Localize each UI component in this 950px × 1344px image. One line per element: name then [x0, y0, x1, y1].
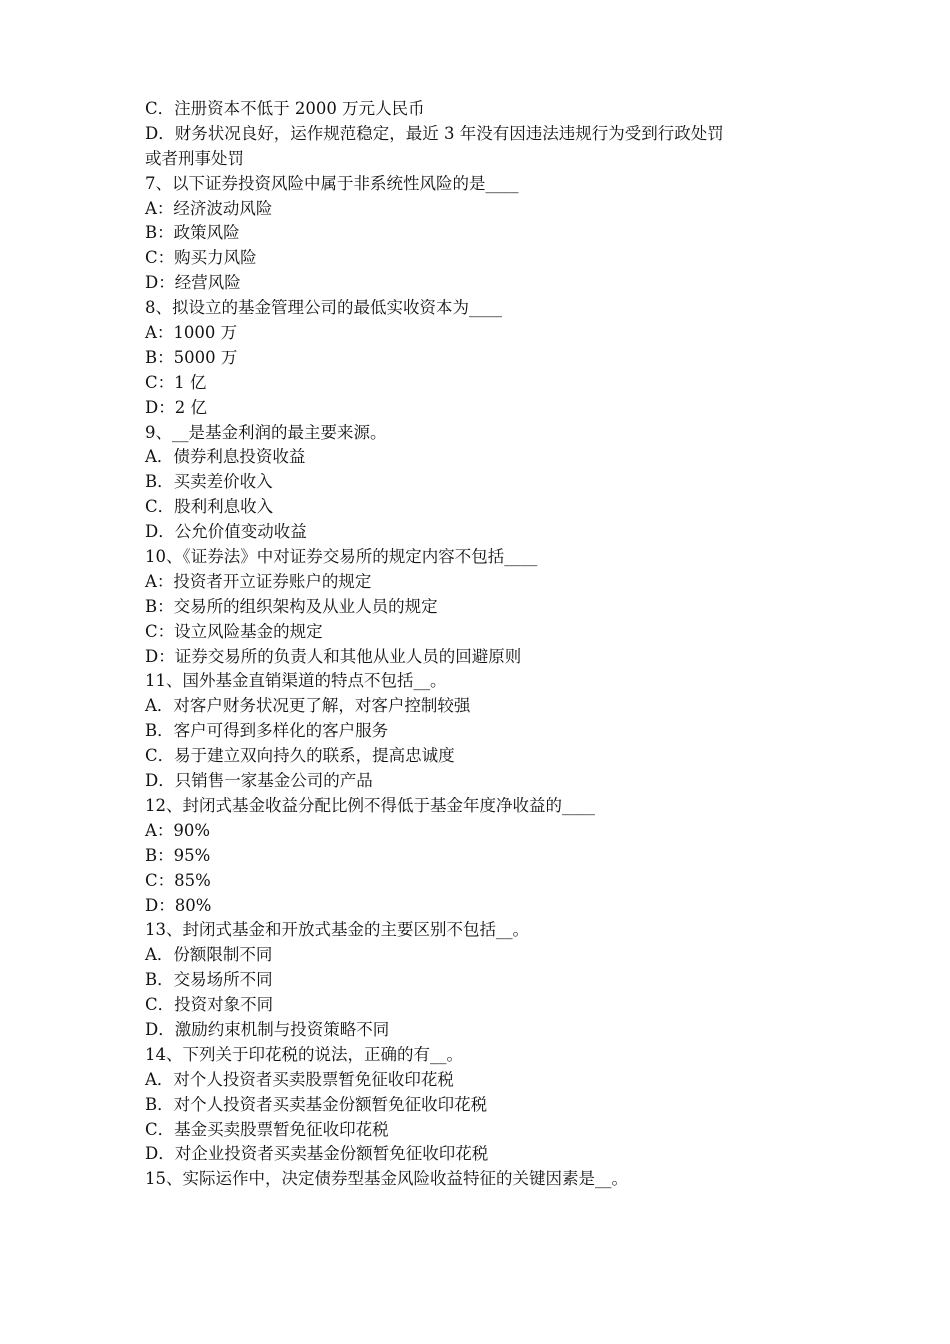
text-line: C：1 亿 — [145, 372, 207, 392]
text-line: D．公允价值变动收益 — [145, 522, 307, 542]
text-line: A：90% — [145, 820, 211, 840]
text-line: C．注册资本不低于 2000 万元人民币 — [145, 99, 425, 118]
text-line: B．客户可得到多样化的客户服务 — [145, 721, 389, 741]
text-line: B：政策风险 — [145, 223, 240, 243]
text-line: B：5000 万 — [145, 347, 238, 367]
text-line: A．份额限制不同 — [145, 945, 273, 965]
text-line: 12、封闭式基金收益分配比例不得低于基金年度净收益的____ — [145, 795, 595, 815]
text-line: C：85% — [145, 870, 211, 890]
text-line: A．对客户财务状况更了解，对客户控制较强 — [145, 696, 471, 716]
text-line: B：交易所的组织架构及从业人员的规定 — [145, 596, 438, 616]
text-line: C．股利利息收入 — [145, 497, 274, 517]
text-line: D：证券交易所的负责人和其他从业人员的回避原则 — [145, 646, 522, 666]
text-line: B：95% — [145, 845, 211, 865]
text-line: C：购买力风险 — [145, 248, 257, 268]
text-line: 8、拟设立的基金管理公司的最低实收资本为____ — [145, 298, 502, 318]
text-line: C．易于建立双向持久的联系，提高忠诚度 — [145, 746, 455, 766]
text-line: 15、实际运作中，决定债券型基金风险收益特征的关键因素是__。 — [145, 1169, 628, 1189]
text-line: D：2 亿 — [145, 397, 207, 417]
text-line: 14、下列关于印花税的说法，正确的有__。 — [145, 1044, 463, 1064]
text-line: B．对个人投资者买卖基金份额暂免征收印花税 — [145, 1094, 488, 1114]
text-line: B．买卖差价收入 — [145, 472, 273, 492]
text-line: 7、以下证券投资风险中属于非系统性风险的是____ — [145, 173, 519, 193]
text-line: A：经济波动风险 — [145, 198, 273, 218]
text-line: D．只销售一家基金公司的产品 — [145, 771, 373, 791]
text-line: C：设立风险基金的规定 — [145, 621, 323, 641]
text-line: 或者刑事处罚 — [145, 148, 244, 168]
text-line: A．债券利息投资收益 — [145, 447, 306, 467]
text-line: D：80% — [145, 895, 212, 915]
text-line: A．对个人投资者买卖股票暂免征收印花税 — [145, 1069, 454, 1089]
text-line: D：经营风险 — [145, 273, 241, 293]
text-line: 13、封闭式基金和开放式基金的主要区别不包括__。 — [145, 920, 529, 940]
text-line: A：1000 万 — [145, 323, 238, 343]
document-body — [145, 97, 825, 1192]
text-line: C．投资对象不同 — [145, 995, 274, 1015]
text-line: A：投资者开立证券账户的规定 — [145, 571, 372, 591]
text-line: B．交易场所不同 — [145, 970, 273, 990]
text-line: 11、国外基金直销渠道的特点不包括__。 — [145, 671, 447, 691]
text-line: D．对企业投资者买卖基金份额暂免征收印花税 — [145, 1144, 489, 1164]
text-line: 10、《证券法》中对证券交易所的规定内容不包括____ — [145, 547, 538, 567]
text-line: 9、__是基金利润的最主要来源。 — [145, 422, 387, 442]
text-line: C．基金买卖股票暂免征收印花税 — [145, 1119, 389, 1139]
text-line: D．激励约束机制与投资策略不同 — [145, 1019, 390, 1039]
text-line: D．财务状况良好，运作规范稳定，最近 3 年没有因违法违规行为受到行政处罚 — [145, 123, 724, 143]
